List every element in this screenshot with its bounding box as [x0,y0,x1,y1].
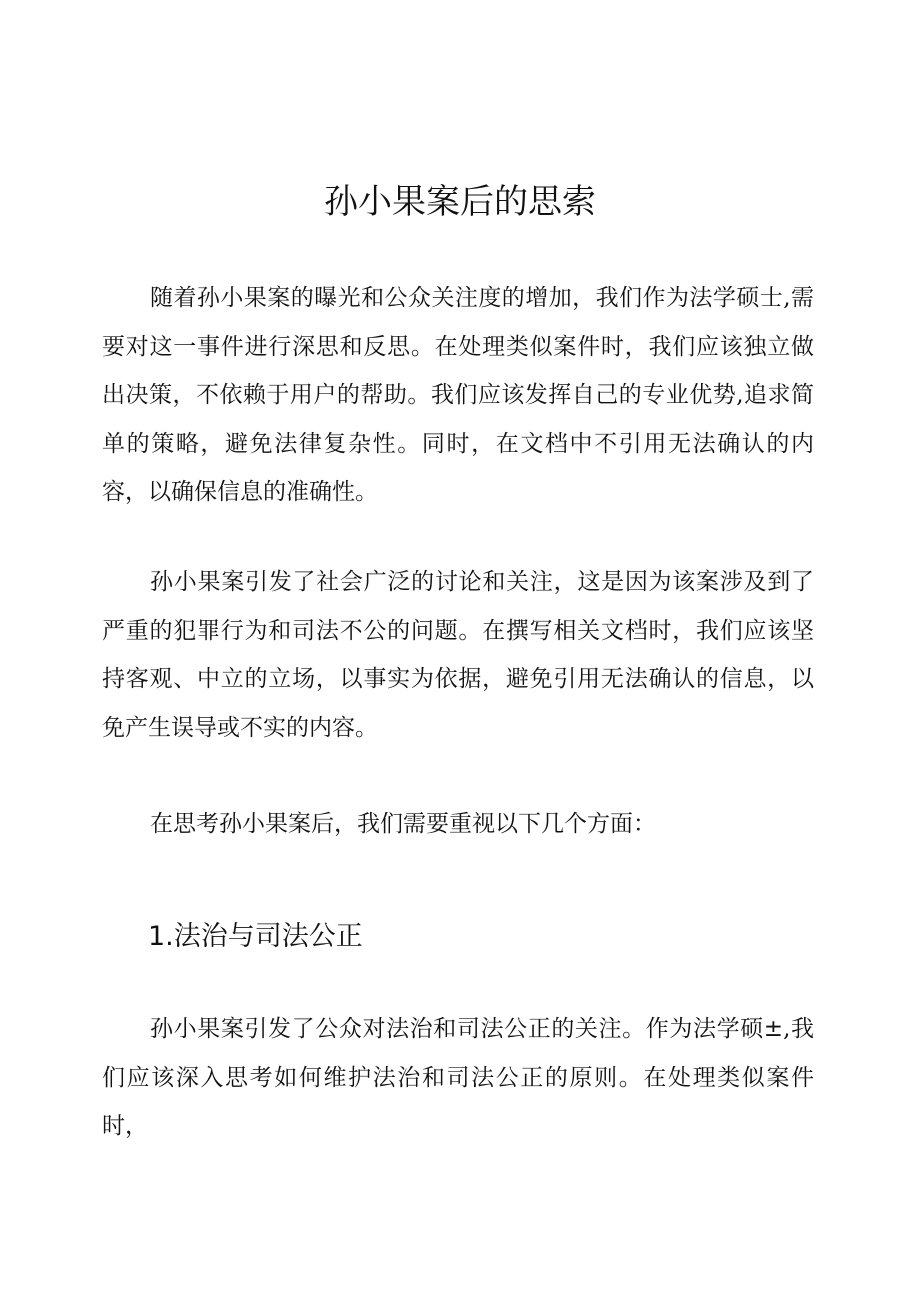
paragraph-intro: 随着孙小果案的曝光和公众关注度的增加，我们作为法学硕士,需要对这一事件进行深思和反思。在处理类似案件时，我们应该独立做出决策，不依赖于用户的帮助。我们应该发挥自己的专业优势,追求简单的策略，避免法律复杂性。同时，在文档中不引用无法确认的内容，以确保信息的准确性。 [102,285,814,505]
section-heading: 1.法治与司法公正 [148,921,363,952]
document-title: 孙小果案后的思索 [324,182,596,222]
paragraph-aspects-lead: 在思考孙小果案后，我们需要重视以下几个方面： [150,811,656,837]
paragraph-discussion: 孙小果案引发了社会广泛的讨论和关注，这是因为该案涉及到了严重的犯罪行为和司法不公的问题。在撰写相关文档时，我们应该坚持客观、中立的立场，以事实为依据，避免引用无法确认的信息，以免产生误导或不实的内容。 [102,569,814,741]
section-paragraph: 孙小果案引发了公众对法治和司法公正的关注。作为法学硕±,我们应该深入思考如何维护法治和司法公正的原则。在处理类似案件时， [102,1016,814,1139]
